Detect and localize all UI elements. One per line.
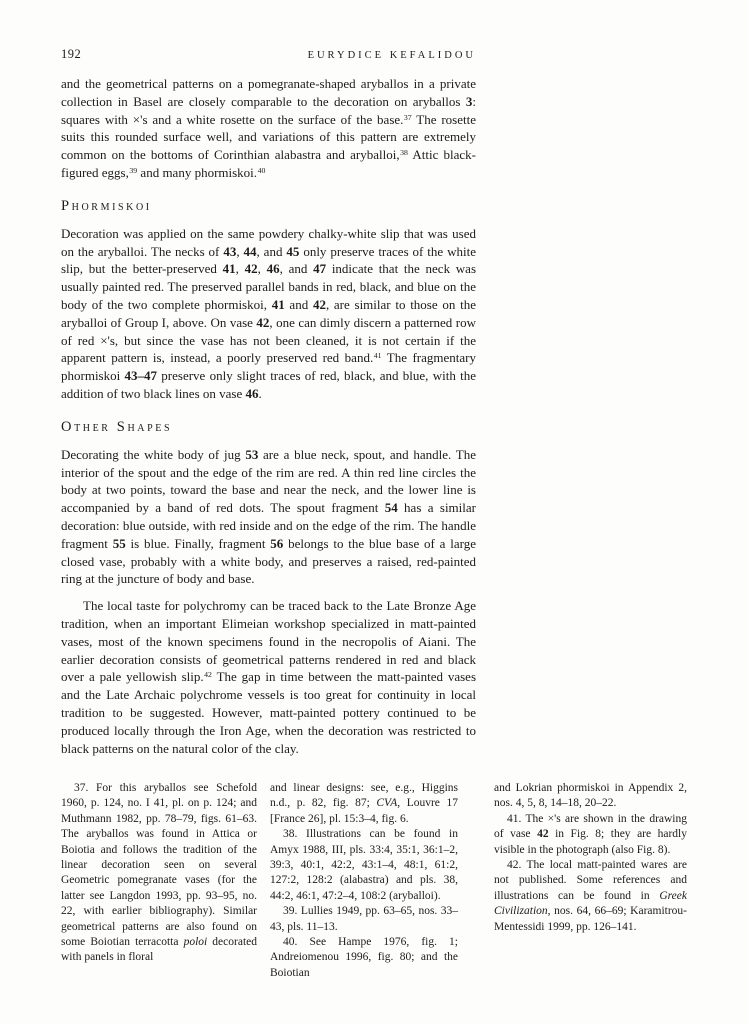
footnote-column-3 bbox=[494, 781, 687, 981]
footnote-42: 42. The local matt-painted wares are not published. Some references and illustrations can be found in Greek Civilization, nos. 64, 66–69; Karamitrou-Mentessidi 1999, pp. 126–141. bbox=[494, 859, 687, 933]
section-heading-phormiskoi: Phormiskoi bbox=[61, 197, 152, 214]
body-paragraph-other-shapes: Decorating the white body of jug 53 are a blue neck, spout, and handle. The interior of the spout and the edge of the rim are red. A thin red line circles the body at two points, toward the base and near the neck, and the lower line is accompanied by a band of red dots. The spout fragment 54 has a similar decoration: blue outside, with red inside and on the edge of the rim. The handle fragment 55 is blue. Finally, fragment 56 belongs to the blue base of a large closed vase, probably with a white body, and preserves a raised, red-painted ring at the juncture of body and base. bbox=[61, 446, 477, 587]
footnote-37-continuation: and linear designs: see, e.g., Higgins n.d., p. 82, fig. 87; CVA, Louvre 17 [France 26], pl. 15:3–4, fig. 6. bbox=[270, 782, 458, 825]
footnote-40-continuation: and Lokrian phormiskoi in Appendix 2, nos. 4, 5, 8, 14–18, 20–22. bbox=[494, 782, 687, 810]
body-paragraph-phormiskoi: Decoration was applied on the same powdery chalky-white slip that was used on the aryballoi. The necks of 43, 44, and 45 only preserve traces of the white slip, but the better-preserved 41, 42, 46, and 47 indicate that the neck was usually painted red. The preserved parallel bands in red, black, and blue on the body of the two complete phormiskoi, 41 and 42, are similar to those on the aryballoi of Group I, above. On vase 42, one can dimly discern a patterned row of red ×'s, but since the vase has not been cleaned, it is not certain if the apparent pattern is, instead, a poorly preserved red band.$^{41}$ The fragmentary phormiskoi 43–47 preserve only slight traces of red, black, and blue, with the addition of two black lines on vase 46. bbox=[61, 225, 477, 401]
footnote-column-2 bbox=[270, 781, 458, 981]
footnote-37: 37. For this aryballos see Schefold 1960, p. 124, no. I 41, pl. on p. 124; and Muthmann 1982, pp. 78–79, figs. 61–63. The aryballos was found in Attica or Boiotia and follows the tradition of the linear decoration seen on several Geometric pomegranate vases (for the latter see Langdon 1993, pp. 93–95, no. 22, with earlier bibliography). Similar geometrical patterns are also found on some Boiotian terracotta poloi decorated with panels in floral bbox=[61, 782, 258, 964]
footnote-40: 40. See Hampe 1976, fig. 1; Andreiomenou 1996, fig. 80; and the Boiotian bbox=[270, 936, 458, 979]
section-heading-other-shapes: Other Shapes bbox=[61, 418, 173, 435]
page-number: 192 bbox=[61, 47, 82, 61]
footnote-41: 41. The ×'s are shown in the drawing of vase 42 in Fig. 8; they are hardly visible in the photograph (also Fig. 8). bbox=[494, 812, 688, 856]
body-paragraph-aryballos: and the geometrical patterns on a pomegranate-shaped aryballos in a private collection in Basel are closely comparable to the decoration on aryballos 3: squares with ×'s and a white rosette on the surface of the base.$^{37}$ The rosette suits this rounded surface well, and variations of this pattern are extremely common on the bottoms of Corinthian alabastra and aryballoi,$^{38}$ Attic black-figured eggs,$^{39}$ and many phormiskoi.$^{40}$ bbox=[61, 76, 477, 180]
running-head-author: EURYDICE KEFALIDOU bbox=[307, 50, 476, 61]
footnotes-section bbox=[61, 781, 687, 981]
body-paragraph-polychromy: The local taste for polychromy can be traced back to the Late Bronze Age tradition, when an important Elimeian workshop specialized in matt-painted vases, most of the known specimens found in the necropolis of Aiani. The earlier decoration consists of geometrical patterns rendered in red and black over a pale yellowish slip.$^{42}$ The gap in time between the matt-painted vases and the Late Archaic polychrome vessels is too great for continuity in local tradition to be suggested. However, matt-painted pottery continued to be produced locally through the Iron Age, when the decoration was restricted to black patterns on the natural color of the clay. bbox=[61, 598, 477, 756]
footnote-38: 38. Illustrations can be found in Amyx 1988, III, pls. 33:4, 35:1, 36:1–2, 39:3, 40:1, 42:2, 43:1–4, 48:1, 61:2, 127:2, 128:2 (alabastra) and pls. 38, 44:2, 46:1, 47:2–4, 108:2 (aryballoi). bbox=[270, 828, 458, 902]
footnote-column-1 bbox=[61, 781, 257, 981]
footnote-39: 39. Lullies 1949, pp. 63–65, nos. 33–43, pls. 11–13. bbox=[270, 905, 458, 933]
main-text-column bbox=[61, 75, 476, 767]
running-header bbox=[61, 47, 476, 62]
